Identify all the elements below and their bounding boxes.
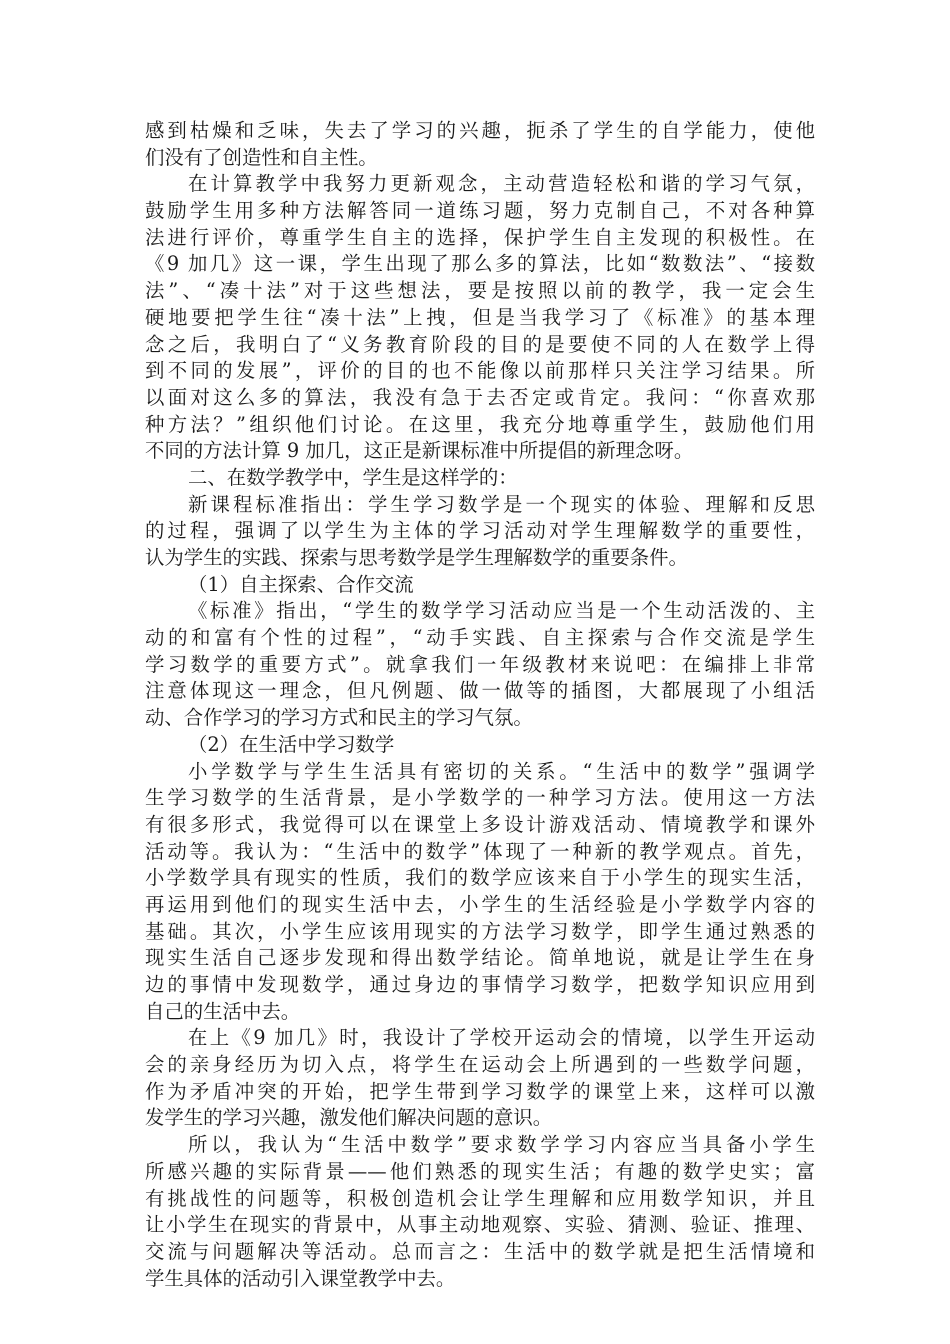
text-line: 注意体现这一理念，但凡例题、做一做等的插图，大都展现了小组活 — [145, 679, 815, 703]
text-line: 的过程，强调了以学生为主体的学习活动对学生理解数学的重要性， — [145, 519, 815, 543]
text-line: 小学数学与学生生活具有密切的关系。“生活中的数学”强调学 — [188, 759, 815, 783]
text-line: （1）自主探索、合作交流 — [188, 572, 414, 596]
text-line: 会的亲身经历为切入点，将学生在运动会上所遇到的一些数学问题， — [145, 1053, 815, 1077]
text-line: 《标准》指出，“学生的数学学习活动应当是一个生动活泼的、主 — [188, 599, 815, 623]
text-line: 学习数学的重要方式”。就拿我们一年级教材来说吧：在编排上非常 — [145, 652, 815, 676]
text-line: 法”、“凑十法”对于这些想法，要是按照以前的教学，我一定会生 — [145, 279, 815, 303]
text-line: 认为学生的实践、探索与思考数学是学生理解数学的重要条件。 — [145, 546, 688, 569]
text-line: 动、合作学习的学习方式和民主的学习气氛。 — [145, 706, 533, 730]
text-line: 不同的方法计算 9 加几，这正是新课标准中所提倡的新理念呀。 — [145, 439, 694, 463]
text-line: 动的和富有个性的过程”，“动手实践、自主探索与合作交流是学生 — [145, 626, 815, 650]
text-line: 在计算教学中我努力更新观念，主动营造轻松和谐的学习气氛， — [188, 172, 815, 196]
text-line: 法进行评价，尊重学生自主的选择，保护学生自主发现的积极性。在 — [145, 225, 815, 249]
text-line: 基础。其次，小学生应该用现实的方法学习数学，即学生通过熟悉的 — [145, 919, 815, 943]
text-line: 作为矛盾冲突的开始，把学生带到学习数学的课堂上来，这样可以激 — [145, 1079, 815, 1103]
text-line: 学生具体的活动引入课堂教学中去。 — [145, 1266, 456, 1290]
text-line: 生学习数学的生活背景，是小学数学的一种学习方法。使用这一方法 — [145, 786, 815, 810]
text-line: 有很多形式，我觉得可以在课堂上多设计游戏活动、情境教学和课外 — [145, 812, 815, 836]
text-line: 种方法？”组织他们讨论。在这里，我充分地尊重学生，鼓励他们用 — [145, 412, 815, 436]
text-line: 新课程标准指出：学生学习数学是一个现实的体验、理解和反思 — [188, 492, 815, 516]
text-line: 边的事情中发现数学，通过身边的事情学习数学，把数学知识应用到 — [145, 973, 815, 996]
text-line: 感到枯燥和乏味，失去了学习的兴趣，扼杀了学生的自学能力，使他 — [145, 119, 815, 142]
text-line: 到不同的发展”，评价的目的也不能像以前那样只关注学习结果。所 — [145, 359, 815, 383]
text-line: 小学数学具有现实的性质，我们的数学应该来自于小学生的现实生活， — [145, 866, 815, 890]
body-text — [145, 118, 815, 1292]
text-line: 所感兴趣的实际背景——他们熟悉的现实生活；有趣的数学史实；富 — [145, 1159, 815, 1183]
text-line: 交流与问题解决等活动。总而言之：生活中的数学就是把生活情境和 — [145, 1239, 815, 1263]
text-line: 有挑战性的问题等，积极创造机会让学生理解和应用数学知识，并且 — [145, 1186, 815, 1210]
text-line: 让小学生在现实的背景中，从事主动地观察、实验、猜测、验证、推理、 — [145, 1213, 815, 1237]
text-line: 们没有了创造性和自主性。 — [145, 145, 378, 169]
text-line: 现实生活自己逐步发现和得出数学结论。简单地说，就是让学生在身 — [145, 946, 815, 970]
text-line: 自己的生活中去。 — [145, 999, 301, 1023]
text-line: 活动等。我认为：“生活中的数学”体现了一种新的教学观点。首先， — [145, 839, 815, 863]
text-line: 《9 加几》这一课，学生出现了那么多的算法，比如“数数法”、“接数 — [145, 252, 815, 276]
text-line: 硬地要把学生往“凑十法”上拽，但是当我学习了《标准》的基本理 — [145, 305, 815, 329]
text-line: 二、在数学教学中，学生是这样学的： — [188, 465, 518, 489]
text-line: 以面对这么多的算法，我没有急于去否定或肯定。我问：“你喜欢那 — [145, 385, 815, 409]
text-line: 再运用到他们的现实生活中去，小学生的生活经验是小学数学内容的 — [145, 892, 815, 916]
text-line: 在上《9 加几》时，我设计了学校开运动会的情境，以学生开运动 — [188, 1026, 815, 1050]
text-line: 念之后，我明白了“义务教育阶段的目的是要使不同的人在数学上得 — [145, 332, 815, 356]
text-line: 鼓励学生用多种方法解答同一道练习题，努力克制自己，不对各种算 — [145, 199, 815, 223]
text-line: 所以，我认为“生活中数学”要求数学学习内容应当具备小学生 — [188, 1133, 815, 1157]
text-line: （2）在生活中学习数学 — [188, 732, 395, 756]
text-line: 发学生的学习兴趣，激发他们解决问题的意识。 — [145, 1106, 553, 1130]
